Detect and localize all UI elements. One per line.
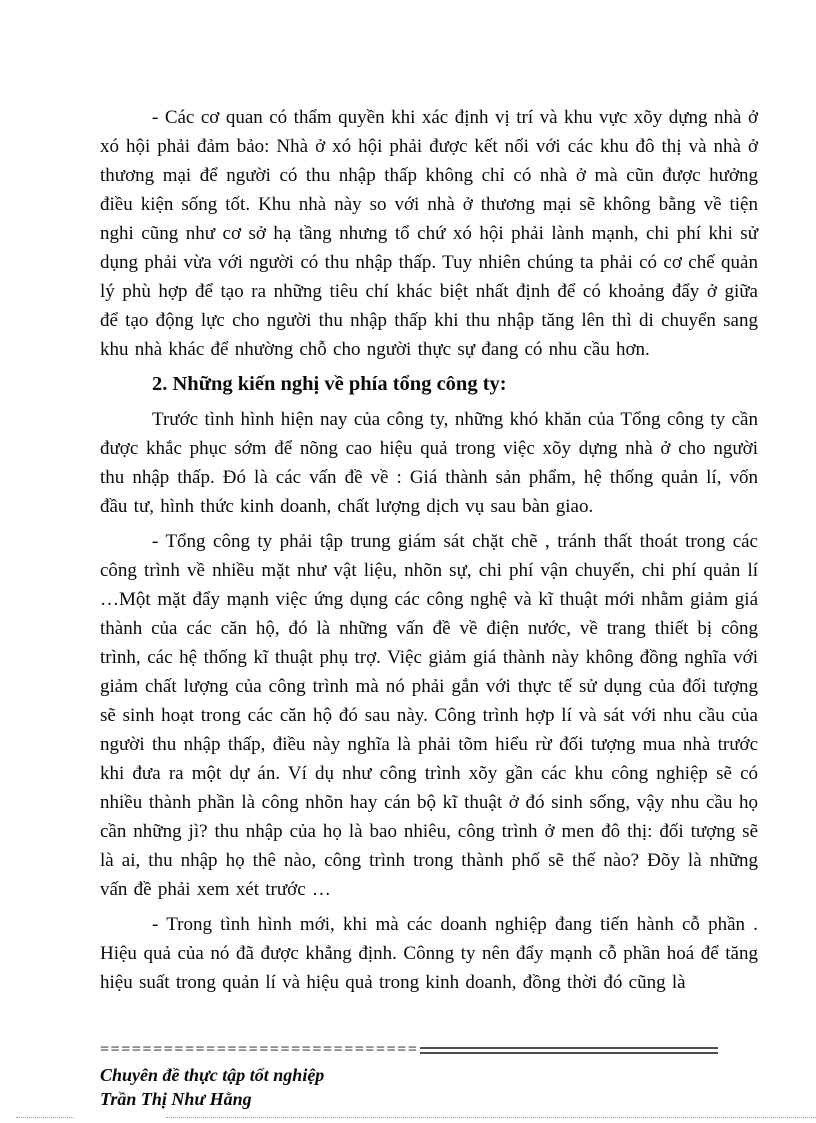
- footer-divider-double-rule: [420, 1047, 718, 1054]
- footer-report-title: Chuyên đề thực tập tốt nghiệp: [100, 1065, 325, 1085]
- section-heading-kien-nghi-tong-cong-ty: 2. Những kiến nghị về phía tổng công ty:: [152, 373, 507, 395]
- document-body: [100, 103, 758, 997]
- paragraph-co-quan-tham-quyen: - Các cơ quan có thẩm quyền khi xác định vị trí và khu vực xõy dựng nhà ở xó hội phải đảm bảo: Nhà ở xó hội phải được kết nối với các khu đô thị và nhà ở thương mại để người có thu nhập thấp không chỉ có nhà ở mà cũn được hưởng điều kiện sống tốt. Khu nhà này so với nhà ở thương mại sẽ không bằng về tiện nghi cũng như cơ sở hạ tầng nhưng tổ chứ xó hội phải lành mạnh, chi phí khi sử dụng phải vừa với người có thu nhập thấp. Tuy nhiên chúng ta phải có cơ chế quản lý phù hợp để tạo ra những tiêu chí khác biệt nhất định để có khoảng đẩy ở giữa để tạo động lực cho người thu nhập thấp khi thu nhập tăng lên thì di chuyển sang khu nhà khác để nhường chỗ cho người thực sự đang có nhu cầu hơn.: [100, 107, 758, 360]
- footer-divider: [100, 1043, 718, 1057]
- footer-author-name: Trần Thị Như Hằng: [100, 1089, 252, 1109]
- footer-divider-equals: ==============================: [100, 1043, 419, 1057]
- page-footer: [100, 1043, 718, 1111]
- paragraph-trong-tinh-hinh-moi: - Trong tình hình mới, khi mà các doanh nghiệp đang tiến hành cỗ phần . Hiệu quả của nó đã được khẳng định. Cônng ty nên đẩy mạnh cỗ phần hoá để tăng hiệu suất trong quản lí và hiệu quả trong kinh doanh, đồng thời đó cũng là: [100, 914, 758, 993]
- page-bottom-dotted-line-right: [166, 1117, 816, 1118]
- paragraph-tong-cong-ty-giam-sat: - Tổng công ty phải tập trung giám sát chặt chẽ , tránh thất thoát trong các công trình về nhiều mặt như vật liệu, nhõn sự, chi phí vận chuyển, chi phí quản lí …Một mặt đẩy mạnh việc ứng dụng các công nghệ và kĩ thuật mới nhằm giảm giá thành của các căn hộ, đó là những vấn đề về điện nước, về trang thiết bị công trình, các hệ thống kĩ thuật phụ trợ. Việc giảm giá thành này không đồng nghĩa với giảm chất lượng của công trình mà nó phải gắn với thực tế sử dụng của đối tượng sẽ sinh hoạt trong các căn hộ đó sau này. Công trình hợp lí và sát với nhu cầu của người thu nhập thấp, điều này nghĩa là phải tõm hiểu rừ đối tượng mua nhà trước khi đưa ra một dự án. Ví dụ như công trình xõy gần các khu công nghiệp sẽ có nhiều thành phần là công nhõn hay cán bộ kĩ thuật ở đó sinh sống, vậy nhu cầu họ cần những jì? thu nhập của họ là bao nhiêu, công trình ở men đô thị: đối tượng sẽ là ai, thu nhập họ thê nào, công trình trong thành phố sẽ thế nào? Đõy là những vấn đề phải xem xét trước …: [100, 531, 758, 900]
- page-bottom-dotted-line-left: [16, 1117, 74, 1118]
- paragraph-truoc-tinh-hinh: Trước tình hình hiện nay của công ty, những khó khăn của Tổng công ty cần được khắc phục sớm để nõng cao hiệu quả trong việc xõy dựng nhà ở cho người thu nhập thấp. Đó là các vấn đề về : Giá thành sản phẩm, hệ thống quản lí, vốn đầu tư, hình thức kinh doanh, chất lượng dịch vụ sau bàn giao.: [100, 409, 758, 517]
